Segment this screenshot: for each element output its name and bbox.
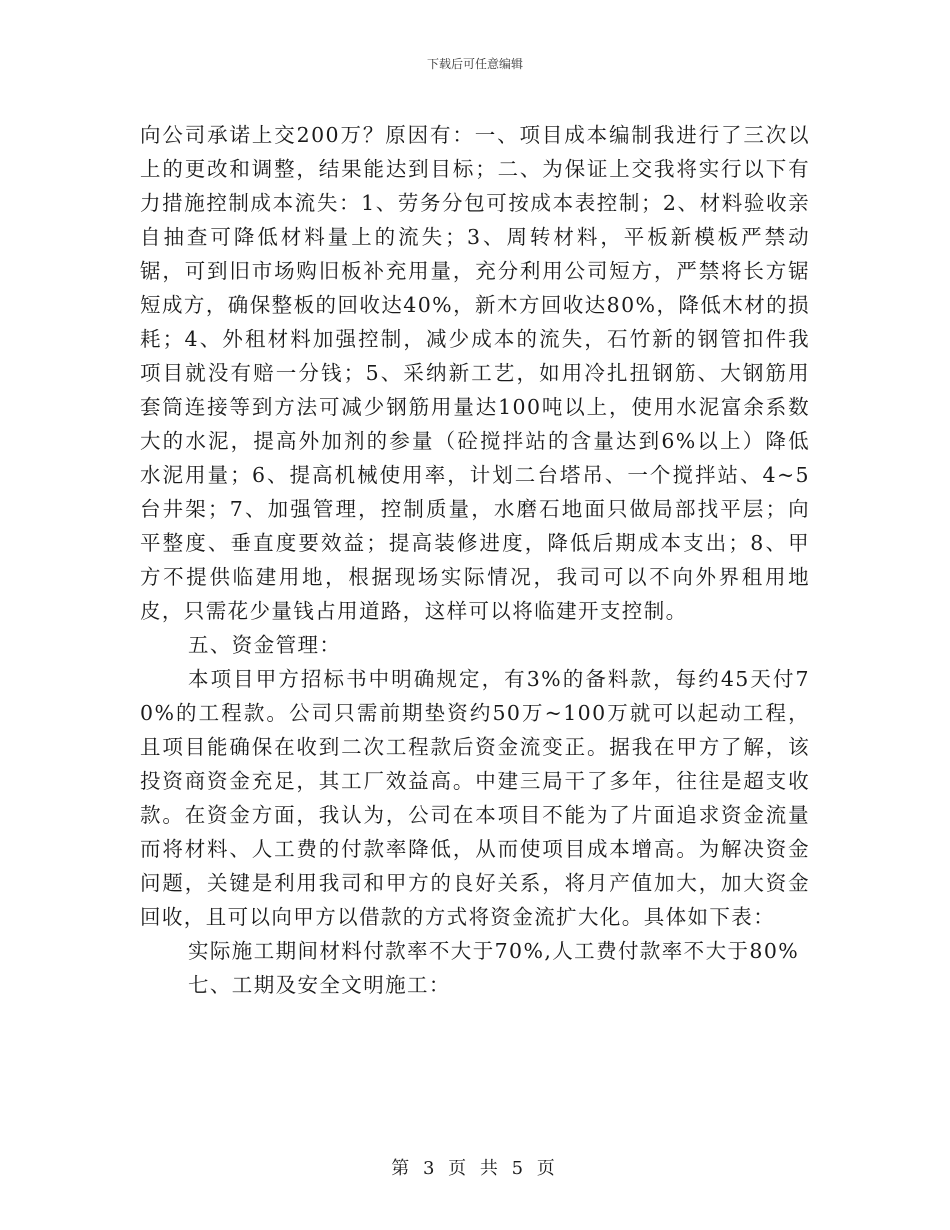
document-body xyxy=(140,118,810,1002)
body-paragraph-cost-measures: 向公司承诺上交200万？原因有：一、项目成本编制我进行了三次以上的更改和调整，结果能达到目标；二、为保证上交我将实行以下有力措施控制成本流失：1、劳务分包可按成本表控制；2、材料验收亲自抽查可降低材料量上的流失；3、周转材料，平板新模板严禁动锯，可到旧市场购旧板补充用量，充分利用公司短方，严禁将长方锯短成方，确保整板的回收达40%，新木方回收达80%，降低木材的损耗；4、外租材料加强控制，减少成本的流失，石竹新的钢管扣件我项目就没有赔一分钱；5、采纳新工艺，如用冷扎扭钢筋、大钢筋用套筒连接等到方法可减少钢筋用量达100吨以上，使用水泥富余系数大的水泥，提高外加剂的参量（砼搅拌站的含量达到6%以上）降低水泥用量；6、提高机械使用率，计划二台塔吊、一个搅拌站、4~5台井架；7、加强管理，控制质量，水磨石地面只做局部找平层；向平整度、垂直度要效益；提高装修进度，降低后期成本支出；8、甲方不提供临建用地，根据现场实际情况，我司可以不向外界租用地皮，只需花少量钱占用道路，这样可以将临建开支控制。 xyxy=(140,123,810,623)
page-number-footer: 第 3 页 共 5 页 xyxy=(391,1158,559,1179)
section-heading-funds-management: 五、资金管理： xyxy=(188,633,342,657)
page-header: 下载后可任意编辑 xyxy=(426,57,523,71)
body-paragraph-payment-rates: 实际施工期间材料付款率不大于70%,人工费付款率不大于80% xyxy=(188,939,800,963)
section-heading-schedule-safety: 七、工期及安全文明施工： xyxy=(188,973,451,997)
body-paragraph-funds: 本项目甲方招标书中明确规定，有3%的备料款，每约45天付70%的工程款。公司只需前期垫资约50万~100万就可以起动工程，且项目能确保在收到二次工程款后资金流变正。据我在甲方了解，该投资商资金充足，其工厂效益高。中建三局干了多年，往往是超支收款。在资金方面，我认为，公司在本项目不能为了片面追求资金流量而将材料、人工费的付款率降低，从而使项目成本增高。为解决资金问题，关键是利用我司和甲方的良好关系，将月产值加大，加大资金回收，且可以向甲方以借款的方式将资金流扩大化。具体如下表： xyxy=(140,667,810,929)
